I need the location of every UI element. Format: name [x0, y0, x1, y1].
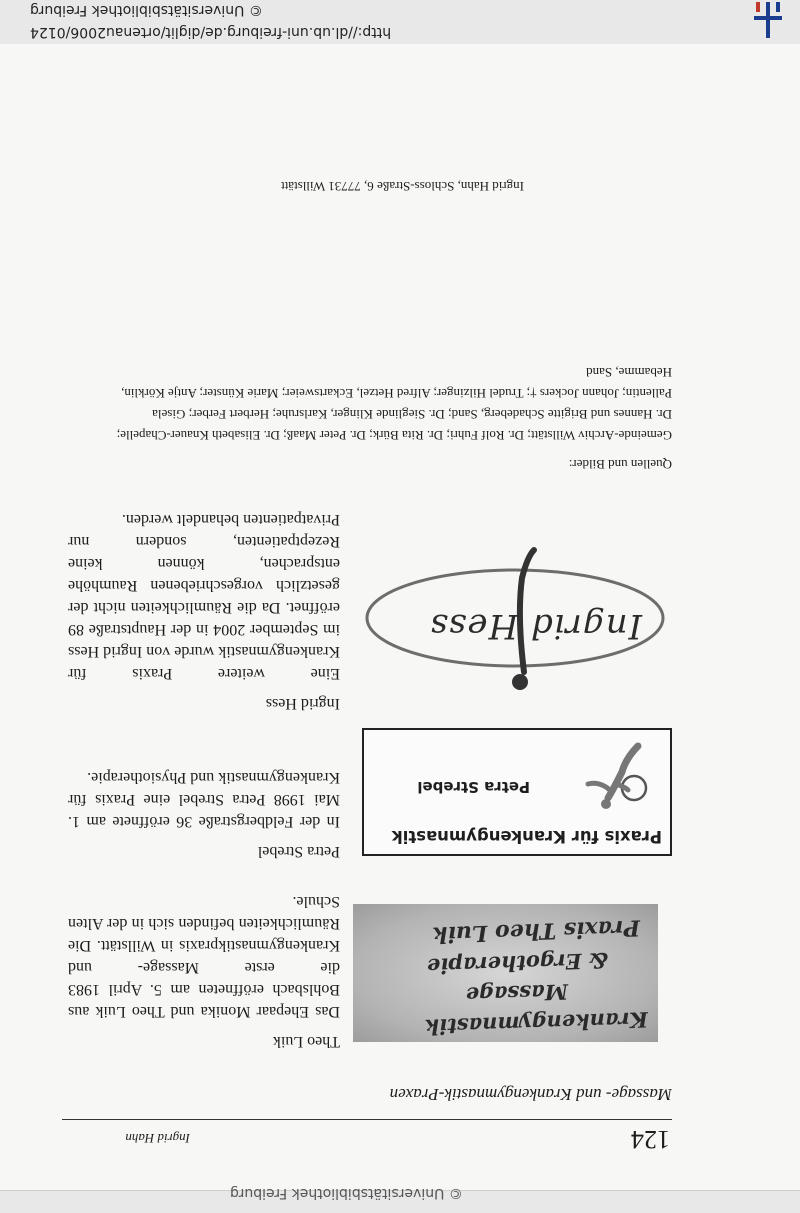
page-number: 124: [631, 1125, 670, 1154]
page-content-upside-down: [0, 44, 800, 1190]
hess-logo-text: Ingrid Hess: [429, 606, 642, 646]
hess-paragraph-top: Eine weitere Praxis für Krankengymnastik wurde von Ingrid Hess im September 2004 in der Hauptstraße 89 eröffnet. Da die Räumlichkeiten nicht der gesetzlich vorgeschriebenen Raumhöhe entsprachen, können keine Rezeptpatienten, sondern nur Privatpatienten behandelt werden.: [68, 511, 340, 682]
luik-logo: [353, 904, 658, 1042]
luik-paragraph: Das Ehepaar Monika und Theo Luik aus Bohlsbach eröffneten am 5. April 1983 die erste Massage- und Krankengymnastikpraxis in Willstätt. Die Räumlichkeiten befinden sich in der Alten Schule.: [68, 893, 340, 1020]
viewer-header: [0, 0, 800, 45]
header-rule: [62, 1119, 672, 1120]
copyright-notice: © Universitätsbibliothek Freiburg: [30, 2, 263, 18]
section-title: Massage- und Krankengymnastik-Praxen: [389, 1085, 672, 1104]
luik-logo-line-3: & Ergotherapie: [426, 947, 609, 980]
gymnast-ball-icon: [582, 735, 652, 824]
strebel-heading: Petra Strebel: [257, 843, 340, 860]
author-address: Ingrid Hahn, Schloss-Straße 6, 77731 Willstätt: [281, 179, 524, 194]
sources-text: Gemeinde-Archiv Willstätt; Dr. Rolf Fuhri; Dr. Rita Bürk; Dr. Peter Maaß; Dr. Elisabeth Knauer-Chapelle; Dr. Hannes und Brigitte Schadeberg, Sand; Dr. Sieglinde Klinger, Karlsruhe; Herbert Ferber; Gisela Pallentin; Johann Jockers †; Trudel Hilzinger; Alfred Hetzel, Eckartsweier; Marie Künster; Antje Körklin, Hebamme, Sand: [116, 365, 672, 443]
university-logo-icon: [748, 2, 788, 42]
luik-logo-line-1: Krankengymnastik: [424, 1007, 649, 1040]
viewer-footer: [0, 1185, 800, 1213]
strebel-paragraph: In der Feldbergstraße 36 eröffnete am 1. Mai 1998 Petra Strebel eine Praxis für Krankengymnastik und Physiotherapie.: [68, 769, 340, 830]
running-head: Ingrid Hahn: [125, 1131, 190, 1146]
luik-logo-line-4: Praxis Theo Luik: [431, 914, 641, 948]
strebel-sign-name: Petra Strebel: [417, 778, 530, 796]
luik-heading: Theo Luik: [272, 1033, 340, 1050]
luik-logo-line-2: Massage: [465, 979, 569, 1008]
strebel-sign-title: Praxis für Krankengymnastik: [391, 827, 662, 846]
copyright-notice-bottom: © Universitätsbibliothek Freiburg: [230, 1185, 463, 1201]
sources-heading: Quellen und Bilder:: [568, 457, 672, 472]
hess-logo: [360, 550, 670, 700]
strebel-sign: [362, 728, 672, 856]
hess-heading: Ingrid Hess: [265, 695, 340, 712]
page-url[interactable]: http://dl.ub.uni-freiburg.de/diglit/ortenau2006/0124: [30, 24, 392, 40]
scanned-page: [0, 44, 800, 1190]
